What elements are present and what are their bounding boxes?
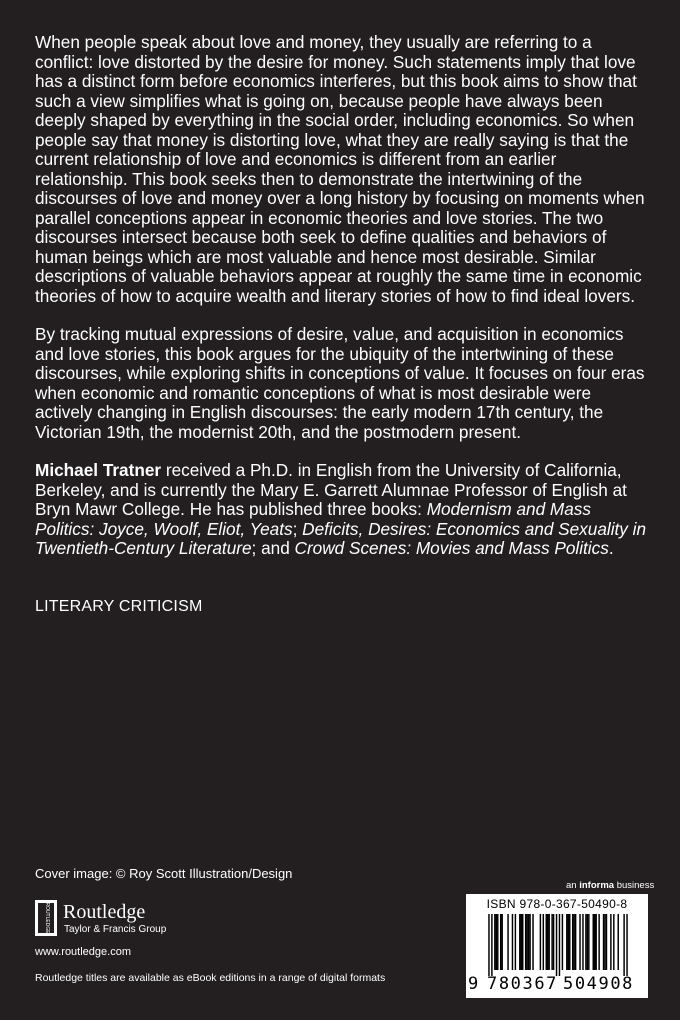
barcode-bar bbox=[603, 914, 604, 970]
publisher-group: Taylor & Francis Group bbox=[64, 924, 167, 935]
barcode-bar bbox=[585, 914, 586, 970]
barcode-bar bbox=[588, 914, 589, 970]
informa-brand: informa bbox=[579, 880, 615, 891]
barcode-right-digits: 504908 bbox=[563, 974, 635, 994]
barcode-bar bbox=[610, 914, 611, 970]
book-title-2: Deficits, Desires: Economics and Sexuality in Twentieth-Century Literature bbox=[35, 518, 647, 558]
book-title-3: Crowd Scenes: Movies and Mass Politics bbox=[294, 538, 609, 558]
barcode-bar bbox=[587, 914, 588, 970]
bio-end: . bbox=[608, 538, 614, 558]
barcode-bar bbox=[501, 914, 502, 970]
barcode-bar bbox=[532, 914, 533, 970]
bio-text: received a Ph.D. in English from the University of California, Berkeley, and is currently the Mary E. Garrett Alumnae Professor of English at Bryn Mawr College. He has published three books: bbox=[35, 460, 627, 519]
barcode-bar bbox=[491, 914, 492, 976]
publisher-name: Routledge bbox=[63, 901, 146, 923]
blurb-paragraph-2: By tracking mutual expressions of desire, value, and acquisition in economics and love stories, this book argues for the ubiquity of the intertwining of these discourses, while exploring shifts in conceptions of value. It focuses on four eras when economic and romantic conceptions of what is most desirable were actively changing in English discourses: the early modern 17th century, the Victorian 19th, the modernist 20th, and the postmodern present. bbox=[35, 324, 645, 442]
ebook-note: Routledge titles are available as eBook editions in a range of digital formats bbox=[35, 972, 386, 984]
barcode-bar bbox=[529, 914, 530, 970]
barcode-bar bbox=[562, 914, 563, 970]
barcode-bar bbox=[623, 914, 624, 976]
barcode-bar bbox=[521, 914, 522, 970]
barcode-bar bbox=[525, 914, 526, 970]
barcode-bar bbox=[606, 914, 607, 970]
back-cover-blurb bbox=[35, 33, 647, 578]
barcode-bar bbox=[515, 914, 516, 970]
barcode-bar bbox=[598, 914, 599, 970]
barcode-bar bbox=[582, 914, 583, 970]
barcode-bar bbox=[594, 914, 595, 970]
barcode-bar bbox=[528, 914, 529, 970]
barcode-bar bbox=[569, 914, 570, 970]
barcode-bar bbox=[566, 914, 567, 970]
routledge-logo-icon bbox=[35, 900, 57, 936]
barcode-bar bbox=[540, 914, 541, 970]
author-bio bbox=[35, 461, 647, 559]
author-name: Michael Tratner bbox=[35, 460, 162, 480]
barcode-bar bbox=[496, 914, 497, 970]
cover-image-credit: Cover image: © Roy Scott Illustration/Design bbox=[35, 866, 293, 881]
barcode-bar bbox=[568, 914, 569, 970]
logo-spine-text: ROUTLEDGE bbox=[44, 902, 50, 934]
barcode-bar bbox=[575, 914, 576, 970]
barcode-bar bbox=[548, 914, 549, 970]
barcode-bar bbox=[494, 914, 495, 970]
bio-separator-1: ; bbox=[292, 518, 303, 539]
subject-category: LITERARY CRITICISM bbox=[35, 598, 203, 615]
informa-business-tag bbox=[566, 880, 654, 891]
barcode-bar bbox=[553, 914, 554, 970]
blurb-paragraph-1: When people speak about love and money, they usually are referring to a conflict: love distorted by the desire for money. Such statements imply that love has a distinct form before economics interferes, but this book aims to show that such a view simplifies what is going on, because people have always been deeply shaped by everything in the social order, including economics. So when people say that money is distorting love, what they are really saying is that the current relationship of love and economics is different from an earlier relationship. This book seeks then to demonstrate the intertwining of the discourses of love and money over a long history by focusing on moments when parallel conceptions appear in economic theories and love stories. The two discourses intersect because both seek to define qualities and behaviors of human beings which are most valuable and hence most desirable. Similar descriptions of valuable behaviors appear at roughly the same time in economic theories of how to acquire wealth and literary stories of how to find ideal lovers. bbox=[35, 32, 645, 306]
barcode-bar bbox=[573, 914, 574, 970]
barcode-bar bbox=[512, 914, 513, 970]
barcode-bar bbox=[488, 914, 489, 976]
isbn-label: ISBN 978-0-367-50490-8 bbox=[486, 897, 628, 911]
barcode-lead-digit: 9 bbox=[468, 974, 479, 994]
barcode-bar bbox=[526, 914, 527, 970]
publisher-logo bbox=[35, 900, 195, 940]
barcode-bar bbox=[572, 914, 573, 970]
barcode-bar bbox=[579, 914, 580, 970]
isbn-barcode bbox=[466, 894, 648, 998]
barcode-bar bbox=[497, 914, 498, 970]
barcode-bars bbox=[475, 914, 641, 976]
barcode-bar bbox=[551, 914, 552, 970]
barcode-bar bbox=[626, 914, 627, 976]
barcode-bar bbox=[613, 914, 614, 970]
barcode-left-digits: 780367 bbox=[487, 974, 559, 994]
informa-suffix: business bbox=[614, 880, 655, 891]
barcode-bar bbox=[559, 914, 560, 976]
barcode-bar bbox=[556, 914, 557, 976]
barcode-bar bbox=[500, 914, 501, 970]
barcode-bar bbox=[543, 914, 544, 970]
barcode-bar bbox=[522, 914, 523, 970]
barcode-bar bbox=[547, 914, 548, 970]
barcode-bar bbox=[595, 914, 596, 970]
barcode-bar bbox=[593, 914, 594, 970]
publisher-website: www.routledge.com bbox=[35, 946, 131, 958]
barcode-bar bbox=[507, 914, 508, 970]
barcode-bar bbox=[617, 914, 618, 970]
bio-separator-2: ; and bbox=[251, 538, 295, 558]
barcode-bar bbox=[604, 914, 605, 970]
barcode-bar bbox=[519, 914, 520, 970]
book-title-1: Modernism and Mass Politics: Joyce, Woolf, Eliot, Yeats bbox=[35, 499, 591, 539]
barcode-bar bbox=[546, 914, 547, 970]
informa-prefix: an bbox=[566, 880, 580, 891]
